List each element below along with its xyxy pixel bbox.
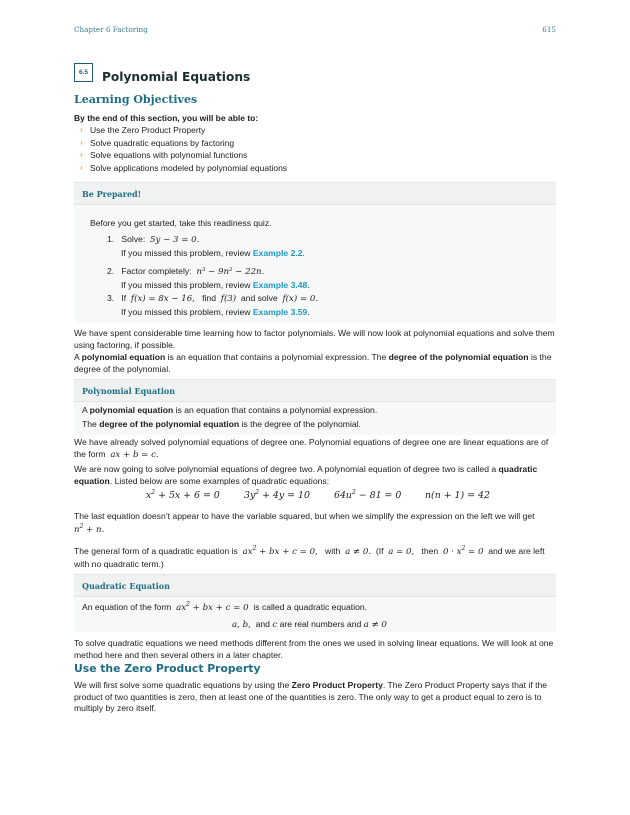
example-link[interactable]: Example 2.2 bbox=[252, 248, 303, 258]
paragraph-definition: A polynomial equation is an equation that contains a polynomial expression. The degree of the polynomial equation is the degree of the polynomial. bbox=[74, 352, 552, 374]
paragraph-degree-two: We are now going to solve polynomial equations of degree two. A polynomial equation of degree two is called a quadratic equation. Listed below are some examples of quadratic equations: bbox=[74, 464, 538, 486]
example-equation-4: n(n + 1) = 42 bbox=[425, 490, 490, 501]
paragraph-general-form: The general form of a quadratic equation is $ax^2$ + bx + c = 0, with a ≠ 0. (If a = 0, then $0 \cdot x^2 = 0$ and we are left with no quadratic term.) bbox=[74, 545, 545, 569]
quiz-item-2: 2. Factor completely: n³ − 9n² − 22n. bbox=[107, 266, 265, 277]
be-prepared-box bbox=[74, 182, 556, 323]
example-equation-3: $64u^2 - 81 = 0$ bbox=[334, 489, 402, 501]
quiz-review-2: If you missed this problem, review Example 3.48. bbox=[121, 280, 310, 290]
paragraph-zero-product: We will first solve some quadratic equations by using the Zero Product Property. The Zero Product Property says that if the product of two quantities is zero, then at least one of the quantities is zero. The only way to get a product equal to zero is to multiply by zero itself. bbox=[74, 680, 548, 714]
quiz-review-1: If you missed this problem, review Example 2.2. bbox=[121, 248, 305, 258]
objective-item: › Solve quadratic equations by factoring bbox=[80, 138, 287, 151]
quiz-review-3: If you missed this problem, review Example 3.59. bbox=[121, 307, 310, 317]
definition-line-2: The degree of the polynomial equation is the degree of the polynomial. bbox=[82, 419, 361, 429]
quiz-math: n³ − 9n² − 22n. bbox=[196, 267, 265, 277]
quadratic-definition-line: An equation of the form $ax^2$ + bx + c = 0 is called a quadratic equation. bbox=[82, 601, 368, 613]
paragraph-methods: To solve quadratic equations we need methods different from the ones we used in solving linear equations. We will look at one method here and then several others in a later chapter. bbox=[74, 638, 554, 660]
paragraph-degree-one: We have already solved polynomial equations of degree one. Polynomial equations of degree one are linear equations are of the form ax + b = c. bbox=[74, 437, 549, 460]
section-heading-zero-product: Use the Zero Product Property bbox=[74, 662, 261, 675]
quiz-item-1: 1. Solve: 5y − 3 = 0. bbox=[107, 234, 200, 245]
quadratic-equation-box-title: Quadratic Equation bbox=[82, 581, 170, 591]
learning-objectives-list bbox=[80, 125, 287, 175]
paragraph-intro: We have spent considerable time learning how to factor polynomials. We will now look at polynomial equations and solve them using factoring, if possible. bbox=[74, 328, 555, 350]
definition-line-1: A polynomial equation is an equation that contains a polynomial expression. bbox=[82, 405, 378, 415]
quiz-math: 5y − 3 = 0. bbox=[150, 235, 200, 245]
quadratic-equation-box bbox=[74, 574, 556, 632]
running-header-chapter: Chapter 6 Factoring bbox=[74, 25, 148, 34]
learning-objectives-heading: Learning Objectives bbox=[74, 93, 198, 106]
example-link[interactable]: Example 3.48 bbox=[252, 280, 308, 290]
be-prepared-title: Be Prepared! bbox=[82, 189, 142, 199]
example-equation-1: $x^2 + 5x + 6 = 0$ bbox=[146, 489, 220, 501]
page-number: 615 bbox=[542, 25, 556, 34]
section-number-badge: 6.5 bbox=[74, 63, 93, 82]
polynomial-equation-box-title: Polynomial Equation bbox=[82, 386, 176, 396]
learning-objectives-intro: By the end of this section, you will be able to: bbox=[74, 113, 259, 123]
objective-item: › Solve equations with polynomial functions bbox=[80, 150, 287, 163]
paragraph-last-equation: The last equation doesn’t appear to have the variable squared, but when we simplify the expression on the left we will get $n^2 + n$. bbox=[74, 511, 535, 535]
polynomial-equation-box bbox=[74, 379, 556, 435]
quiz-item-3: 3. If f(x) = 8x − 16, find f(3) and solve f(x) = 0. bbox=[107, 293, 319, 304]
objective-item: › Use the Zero Product Property bbox=[80, 125, 287, 138]
example-link[interactable]: Example 3.59 bbox=[252, 307, 308, 317]
section-title: Polynomial Equations bbox=[102, 70, 251, 84]
example-equation-2: $3y^2 + 4y = 10$ bbox=[244, 489, 310, 501]
be-prepared-intro: Before you get started, take this readiness quiz. bbox=[90, 218, 272, 228]
quadratic-condition-line: a, b, and c are real numbers and a ≠ 0 bbox=[232, 619, 387, 630]
objective-item: › Solve applications modeled by polynomial equations bbox=[80, 163, 287, 176]
